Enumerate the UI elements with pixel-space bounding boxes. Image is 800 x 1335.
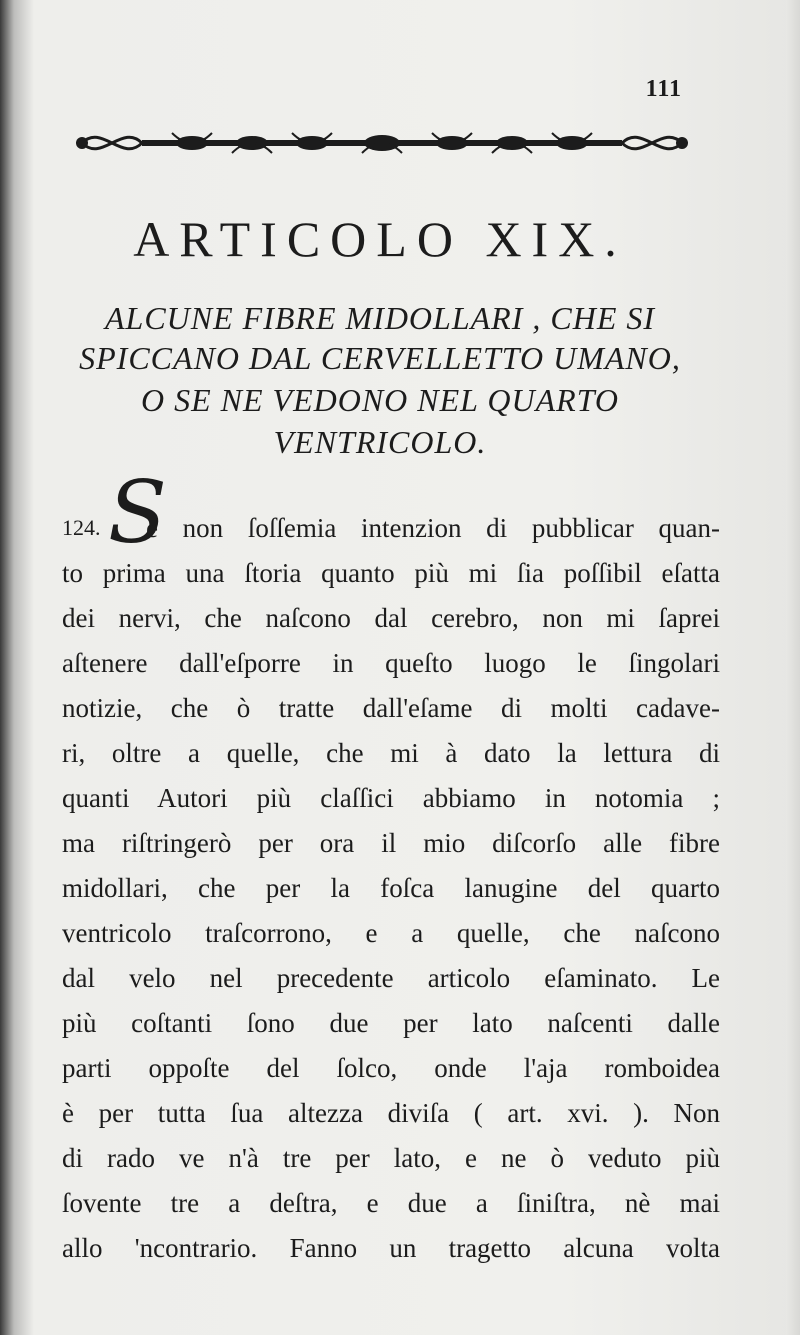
body-line: to prima una ſtoria quanto più mi ſia poſſibil eſatta <box>62 558 720 588</box>
subtitle-line: ALCUNE FIBRE MIDOLLARI , CHE SI <box>104 300 656 336</box>
body-line: dei nervi, che naſcono dal cerebro, non mi ſaprei <box>62 603 720 633</box>
subtitle-line: SPICCANO DAL CERVELLETTO UMANO, <box>79 340 681 376</box>
body-line: è per tutta ſua altezza diviſa ( art. xvi. ). Non <box>62 1098 720 1128</box>
article-heading: ARTICOLO XIX. <box>133 211 627 267</box>
subtitle-line: VENTRICOLO. <box>273 424 487 460</box>
body-line: di rado ve n'à tre per lato, e ne ò veduto più <box>62 1143 720 1173</box>
body-line: midollari, che per la foſca lanugine del quarto <box>62 873 720 903</box>
subtitle-line: O SE NE VEDONO NEL QUARTO <box>140 382 620 418</box>
page-edge <box>786 0 800 1335</box>
drop-cap: S <box>108 463 167 563</box>
paragraph-number: 124. <box>62 515 101 540</box>
body-line: dal velo nel precedente articolo eſaminato. Le <box>62 963 720 993</box>
body-line: ri, oltre a quelle, che mi à dato la lettura di <box>62 738 720 768</box>
body-line: notizie, che ò tratte dall'eſame di molti cadave- <box>62 693 720 723</box>
decorative-ornament-icon <box>72 118 692 168</box>
body-line: più coſtanti ſono due per lato naſcenti dalle <box>62 1008 720 1038</box>
page-number: 111 <box>645 76 682 102</box>
body-line: quanti Autori più claſſici abbiamo in notomia ; <box>62 783 720 813</box>
body-line: ma riſtringerò per ora il mio diſcorſo alle fibre <box>62 828 720 858</box>
body-line: ventricolo traſcorrono, e a quelle, che naſcono <box>62 918 720 948</box>
body-line: parti oppoſte del ſolco, onde l'aja romboidea <box>62 1053 720 1083</box>
body-line: aſtenere dall'eſporre in queſto luogo le ſingolari <box>62 648 720 678</box>
body-line: allo 'ncontrario. Fanno un tragetto alcuna volta <box>62 1233 720 1263</box>
body-line: e non ſoſſemia intenzion di pubblicar quan- <box>146 513 720 543</box>
body-line: ſovente tre a deſtra, e due a ſiniſtra, nè mai <box>62 1188 720 1218</box>
